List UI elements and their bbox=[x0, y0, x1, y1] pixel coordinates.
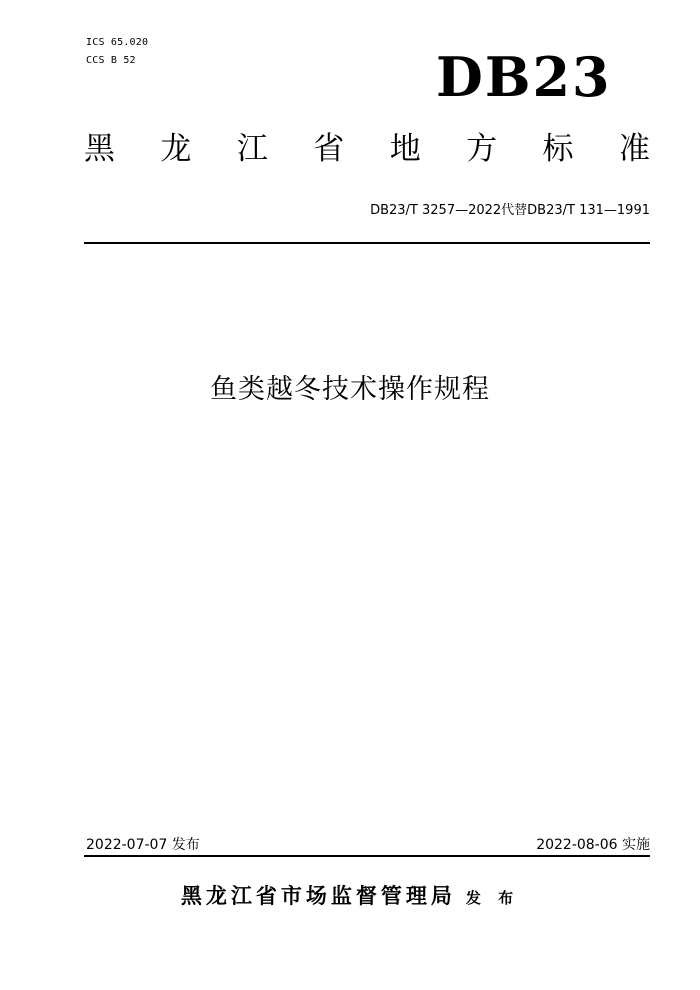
standard-type-char: 省 bbox=[313, 131, 345, 167]
standard-type-char: 地 bbox=[389, 131, 421, 167]
implementation-date: 2022-08-06 实施 bbox=[536, 837, 650, 853]
standard-type bbox=[84, 126, 650, 172]
issue-date: 2022-07-07 发布 bbox=[86, 837, 200, 853]
issuer-suffix: 发 布 bbox=[465, 889, 520, 907]
document-title: 鱼类越冬技术操作规程 bbox=[210, 374, 490, 405]
standard-type-char: 龙 bbox=[160, 131, 192, 167]
ics-code: ICS 65.020 bbox=[86, 37, 149, 48]
top-divider bbox=[84, 242, 650, 244]
standard-type-char: 标 bbox=[542, 131, 574, 167]
standard-number: DB23/T 3257—2022代替DB23/T 131—1991 bbox=[370, 203, 650, 218]
standard-type-char: 准 bbox=[618, 131, 650, 167]
ccs-code: CCS B 52 bbox=[86, 55, 136, 66]
issuer bbox=[0, 880, 700, 914]
db-mark: DB23 bbox=[436, 45, 612, 109]
bottom-divider bbox=[84, 855, 650, 857]
standard-type-char: 方 bbox=[466, 131, 498, 167]
issuer-name: 黑龙江省市场监督管理局 bbox=[180, 883, 456, 908]
standard-type-char: 江 bbox=[236, 131, 268, 167]
standard-type-char: 黑 bbox=[84, 131, 115, 167]
